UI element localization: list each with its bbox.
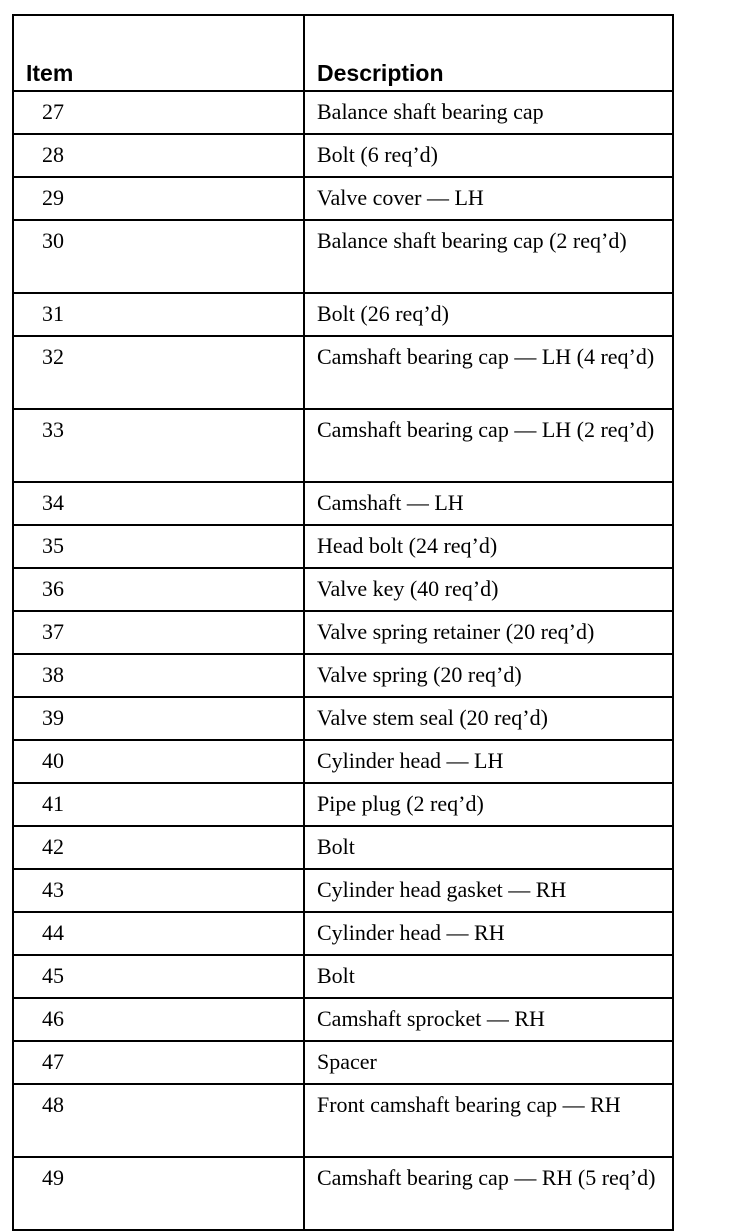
table-row: [13, 336, 673, 409]
table-row: [13, 1041, 673, 1084]
table-row: [13, 654, 673, 697]
table-row: [13, 998, 673, 1041]
item-number-cell: 41: [13, 783, 304, 826]
description-cell: Cylinder head — LH: [304, 740, 673, 783]
header-row: [13, 15, 673, 91]
description-cell: Camshaft bearing cap — LH (2 req’d): [304, 409, 673, 482]
item-number-cell: 27: [13, 91, 304, 134]
item-number-cell: 29: [13, 177, 304, 220]
item-number-cell: 40: [13, 740, 304, 783]
table-row: [13, 220, 673, 293]
item-number-cell: 39: [13, 697, 304, 740]
item-number-cell: 32: [13, 336, 304, 409]
description-cell: Pipe plug (2 req’d): [304, 783, 673, 826]
table-row: [13, 826, 673, 869]
table-row: [13, 697, 673, 740]
description-cell: Valve stem seal (20 req’d): [304, 697, 673, 740]
table-body: [13, 91, 673, 1230]
table-row: [13, 912, 673, 955]
table-row: [13, 1084, 673, 1157]
table-row: [13, 293, 673, 336]
description-cell: Bolt (6 req’d): [304, 134, 673, 177]
description-cell: Bolt: [304, 955, 673, 998]
item-number-cell: 36: [13, 568, 304, 611]
item-number-cell: 46: [13, 998, 304, 1041]
description-cell: Valve cover — LH: [304, 177, 673, 220]
description-cell: Balance shaft bearing cap: [304, 91, 673, 134]
item-number-cell: 49: [13, 1157, 304, 1230]
table-row: [13, 955, 673, 998]
item-number-cell: 47: [13, 1041, 304, 1084]
column-header-description: Description: [304, 15, 673, 91]
table-row: [13, 869, 673, 912]
item-number-cell: 33: [13, 409, 304, 482]
table-row: [13, 177, 673, 220]
table-row: [13, 91, 673, 134]
table-row: [13, 740, 673, 783]
item-number-cell: 30: [13, 220, 304, 293]
description-cell: Cylinder head gasket — RH: [304, 869, 673, 912]
description-cell: Bolt: [304, 826, 673, 869]
item-number-cell: 34: [13, 482, 304, 525]
description-cell: Valve key (40 req’d): [304, 568, 673, 611]
item-number-cell: 31: [13, 293, 304, 336]
table-row: [13, 783, 673, 826]
item-number-cell: 28: [13, 134, 304, 177]
table-row: [13, 482, 673, 525]
item-number-cell: 44: [13, 912, 304, 955]
description-cell: Camshaft — LH: [304, 482, 673, 525]
description-cell: Valve spring retainer (20 req’d): [304, 611, 673, 654]
item-number-cell: 43: [13, 869, 304, 912]
parts-table: [12, 14, 674, 1231]
item-number-cell: 45: [13, 955, 304, 998]
description-cell: Spacer: [304, 1041, 673, 1084]
description-cell: Front camshaft bearing cap — RH: [304, 1084, 673, 1157]
description-cell: Head bolt (24 req’d): [304, 525, 673, 568]
table-row: [13, 568, 673, 611]
column-header-item: Item: [13, 15, 304, 91]
item-number-cell: 42: [13, 826, 304, 869]
description-cell: Camshaft bearing cap — RH (5 req’d): [304, 1157, 673, 1230]
description-cell: Camshaft bearing cap — LH (4 req’d): [304, 336, 673, 409]
description-cell: Camshaft sprocket — RH: [304, 998, 673, 1041]
item-number-cell: 48: [13, 1084, 304, 1157]
table-row: [13, 134, 673, 177]
description-cell: Balance shaft bearing cap (2 req’d): [304, 220, 673, 293]
table-header: [13, 15, 673, 91]
item-number-cell: 37: [13, 611, 304, 654]
description-cell: Cylinder head — RH: [304, 912, 673, 955]
table-row: [13, 611, 673, 654]
description-cell: Bolt (26 req’d): [304, 293, 673, 336]
description-cell: Valve spring (20 req’d): [304, 654, 673, 697]
table-row: [13, 525, 673, 568]
item-number-cell: 38: [13, 654, 304, 697]
item-number-cell: 35: [13, 525, 304, 568]
table-row: [13, 409, 673, 482]
